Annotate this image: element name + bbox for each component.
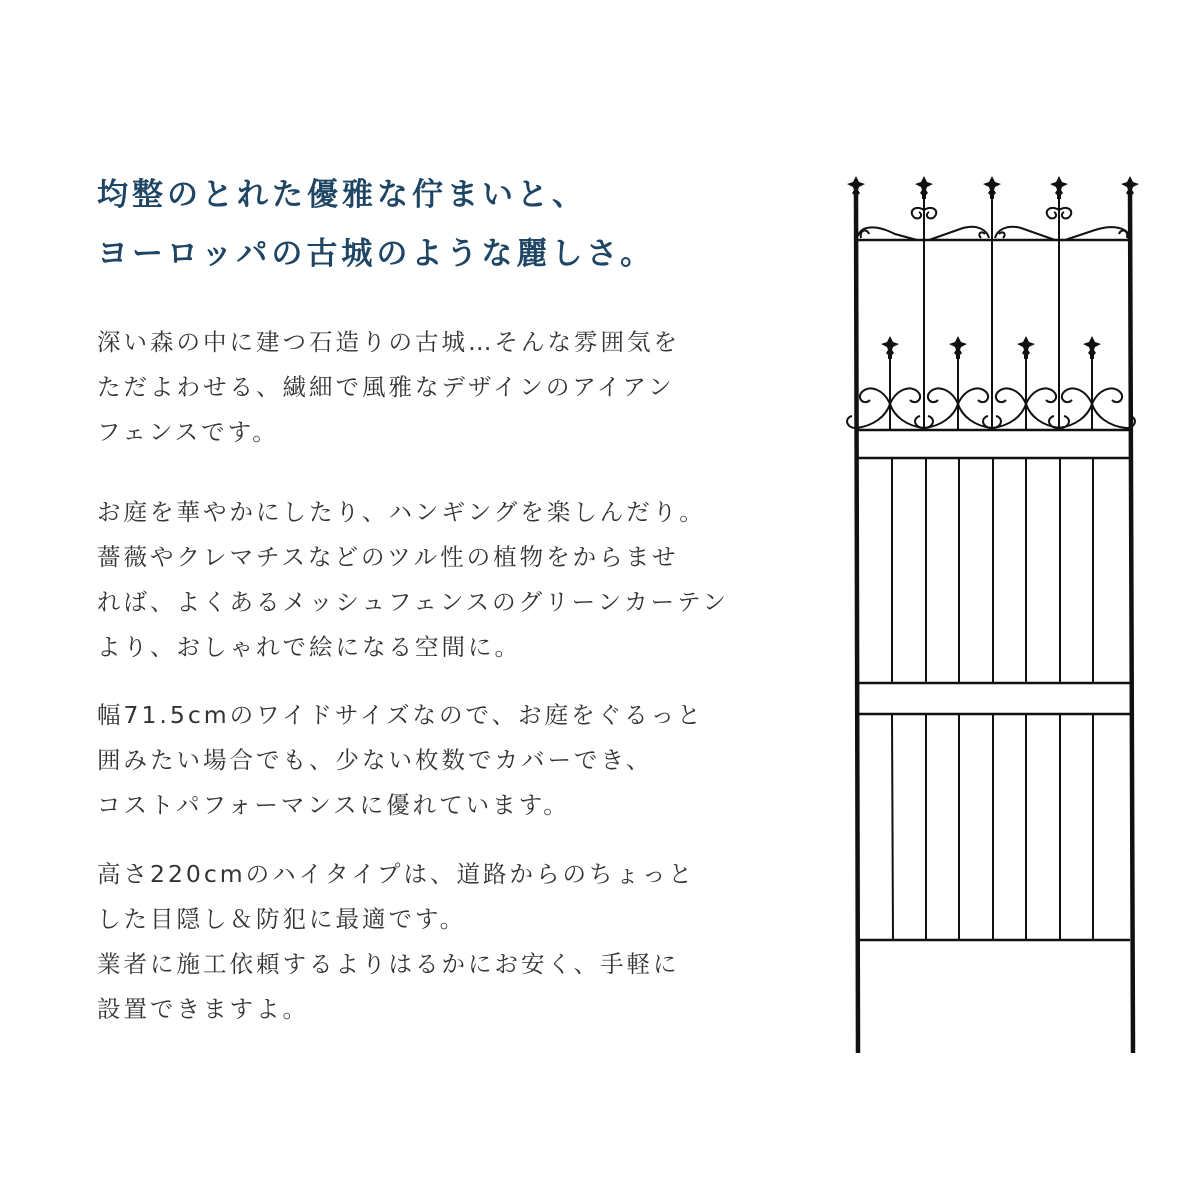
paragraph-line: 深い森の中に建つ石造りの古城…そんな雰囲気を	[97, 328, 680, 356]
paragraph-line: 薔薇やクレマチスなどのツル性の植物をからませ	[97, 543, 679, 571]
paragraph-line: れば、よくあるメッシュフェンスのグリーンカーテン	[97, 588, 730, 616]
headline	[97, 166, 655, 284]
paragraph-line: 幅71.5cmのワイドサイズなので、お庭をぐるっと	[97, 701, 704, 729]
paragraph-line: お庭を華やかにしたり、ハンギングを楽しんだり。	[97, 498, 706, 526]
paragraph-height	[97, 852, 695, 1032]
paragraph-line: 高さ220cmのハイタイプは、道路からのちょっと	[97, 860, 695, 888]
paragraph-line: 囲みたい場合でも、少ない枚数でカバーでき、	[97, 746, 653, 774]
paragraph-width	[97, 693, 704, 828]
paragraph-line: フェンスです。	[97, 418, 279, 446]
paragraph-line: 業者に施工依頼するよりはるかにお安く、手軽に	[97, 950, 680, 978]
headline-line-2: ヨーロッパの古城のような麗しさ。	[97, 236, 656, 272]
paragraph-line: より、おしゃれで絵になる空間に。	[97, 633, 521, 661]
paragraph-intro	[97, 320, 680, 455]
paragraph-line: した目隠し＆防犯に最適です。	[97, 905, 467, 933]
paragraph-line: 設置できますよ。	[97, 995, 309, 1023]
iron-fence-illustration-icon	[845, 168, 1150, 1060]
paragraph-line: コストパフォーマンスに優れています。	[97, 791, 570, 819]
paragraph-line: ただよわせる、繊細で風雅なデザインのアイアン	[97, 373, 675, 401]
headline-line-1: 均整のとれた優雅な佇まいと、	[97, 177, 587, 213]
paragraph-garden	[97, 490, 729, 670]
